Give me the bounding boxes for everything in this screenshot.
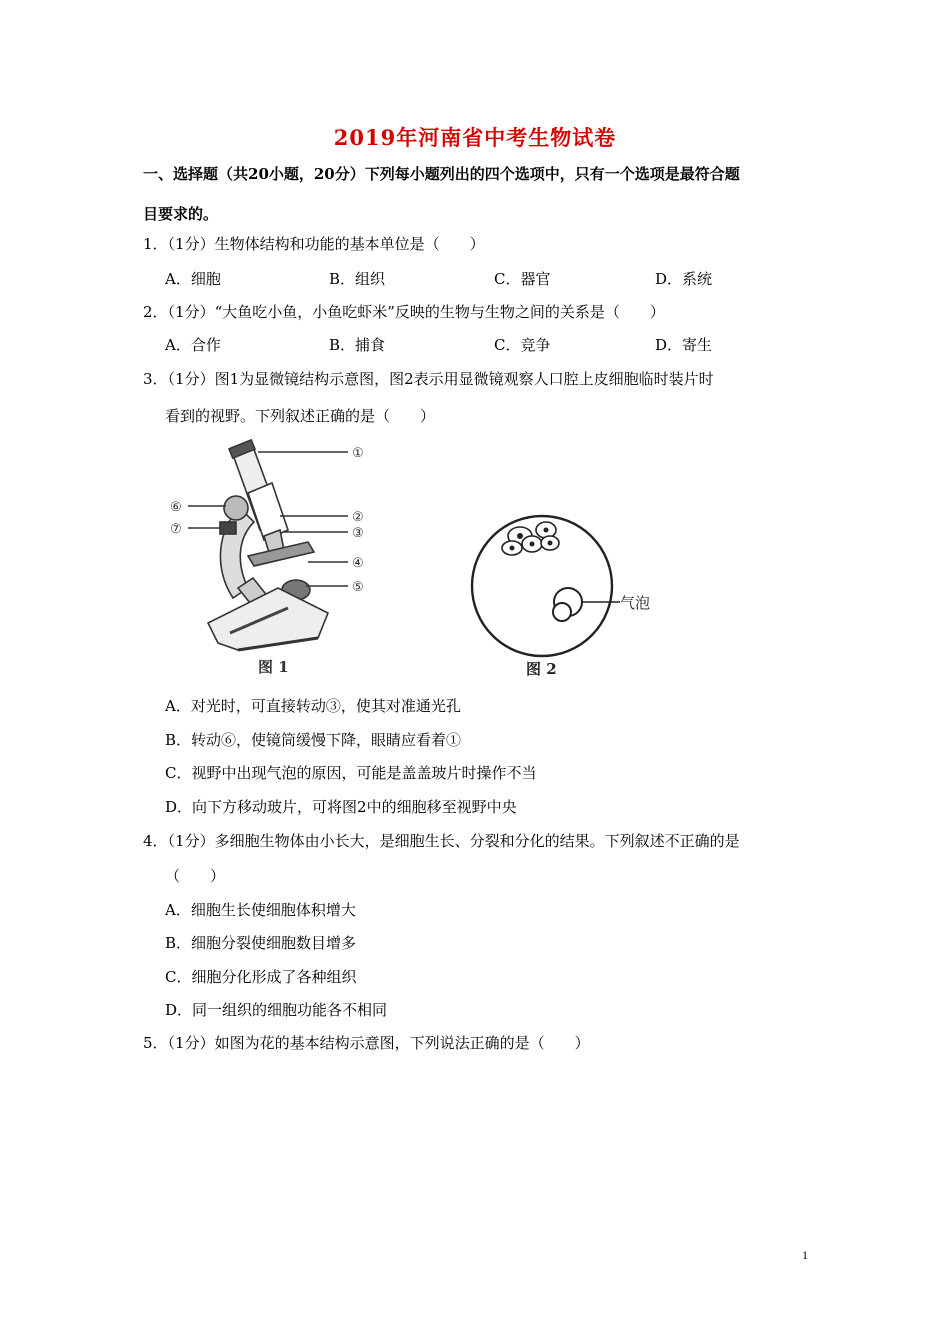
page-title: 2019年河南省中考生物试卷 bbox=[333, 125, 617, 150]
question-3-option-a: A．对光时，可直接转动③，使其对准通光孔 bbox=[165, 697, 461, 715]
question-2-option-a: A．合作 bbox=[165, 336, 221, 354]
microscope-figure bbox=[168, 438, 383, 678]
question-4-option-b: B．细胞分裂使细胞数目增多 bbox=[165, 934, 357, 952]
question-4-option-c: C．细胞分化形成了各种组织 bbox=[165, 968, 357, 986]
question-3-option-d: D．向下方移动玻片，可将图2中的细胞移至视野中央 bbox=[165, 798, 517, 816]
question-3-option-b: B．转动⑥，使镜筒缓慢下降，眼睛应看着① bbox=[165, 731, 462, 749]
question-4-option-d: D．同一组织的细胞功能各不相同 bbox=[165, 1001, 388, 1019]
question-3-stem-line2: 看到的视野。下列叙述正确的是（ ） bbox=[165, 407, 436, 425]
section-heading-line2: 目要求的。 bbox=[143, 205, 219, 223]
figure-2-caption: 图 2 bbox=[526, 660, 557, 678]
question-4-option-a: A．细胞生长使细胞体积增大 bbox=[165, 901, 356, 919]
microscope-label-2: ② bbox=[352, 510, 364, 525]
air-bubble-small bbox=[553, 603, 571, 621]
microscope-label-6: ⑥ bbox=[170, 500, 182, 515]
question-1-option-b: B．组织 bbox=[329, 270, 386, 288]
microscope-label-4: ④ bbox=[352, 556, 364, 571]
figure-1-caption: 图 1 bbox=[258, 658, 289, 676]
question-4-stem-line2: （ ） bbox=[165, 867, 226, 885]
question-2-option-c: C．竞争 bbox=[494, 336, 551, 354]
question-3-stem-line1: 3．（1分）图1为显微镜结构示意图，图2表示用显微镜观察人口腔上皮细胞临时装片时 bbox=[143, 370, 714, 388]
question-1-stem: 1．（1分）生物体结构和功能的基本单位是（ ） bbox=[143, 235, 485, 253]
microscope-coarse-knob bbox=[224, 496, 248, 520]
microscope-label-1: ① bbox=[352, 446, 364, 461]
question-1-option-a: A．细胞 bbox=[165, 270, 221, 288]
section-heading-line1: 一、选择题（共20小题，20分）下列每小题列出的四个选项中，只有一个选项是最符合题 bbox=[143, 165, 740, 183]
question-2-option-b: B．捕食 bbox=[329, 336, 386, 354]
field-of-view-figure bbox=[470, 508, 670, 678]
microscope-label-7: ⑦ bbox=[170, 522, 182, 537]
question-1-option-d: D．系统 bbox=[655, 270, 713, 288]
bubble-label: 气泡 bbox=[620, 594, 651, 612]
question-2-option-d: D．寄生 bbox=[655, 336, 713, 354]
microscope-label-3: ③ bbox=[352, 526, 364, 541]
question-4-stem-line1: 4．（1分）多细胞生物体由小长大，是细胞生长、分裂和分化的结果。下列叙述不正确的是 bbox=[143, 832, 740, 850]
question-3-option-c: C．视野中出现气泡的原因，可能是盖盖玻片时操作不当 bbox=[165, 764, 537, 782]
question-5-stem: 5．（1分）如图为花的基本结构示意图，下列说法正确的是（ ） bbox=[143, 1034, 590, 1052]
microscope-label-5: ⑤ bbox=[352, 580, 364, 595]
question-1-option-c: C．器官 bbox=[494, 270, 551, 288]
page-number: 1 bbox=[802, 1248, 808, 1262]
question-2-stem: 2．（1分）“大鱼吃小鱼，小鱼吃虾米”反映的生物与生物之间的关系是（ ） bbox=[143, 303, 665, 321]
